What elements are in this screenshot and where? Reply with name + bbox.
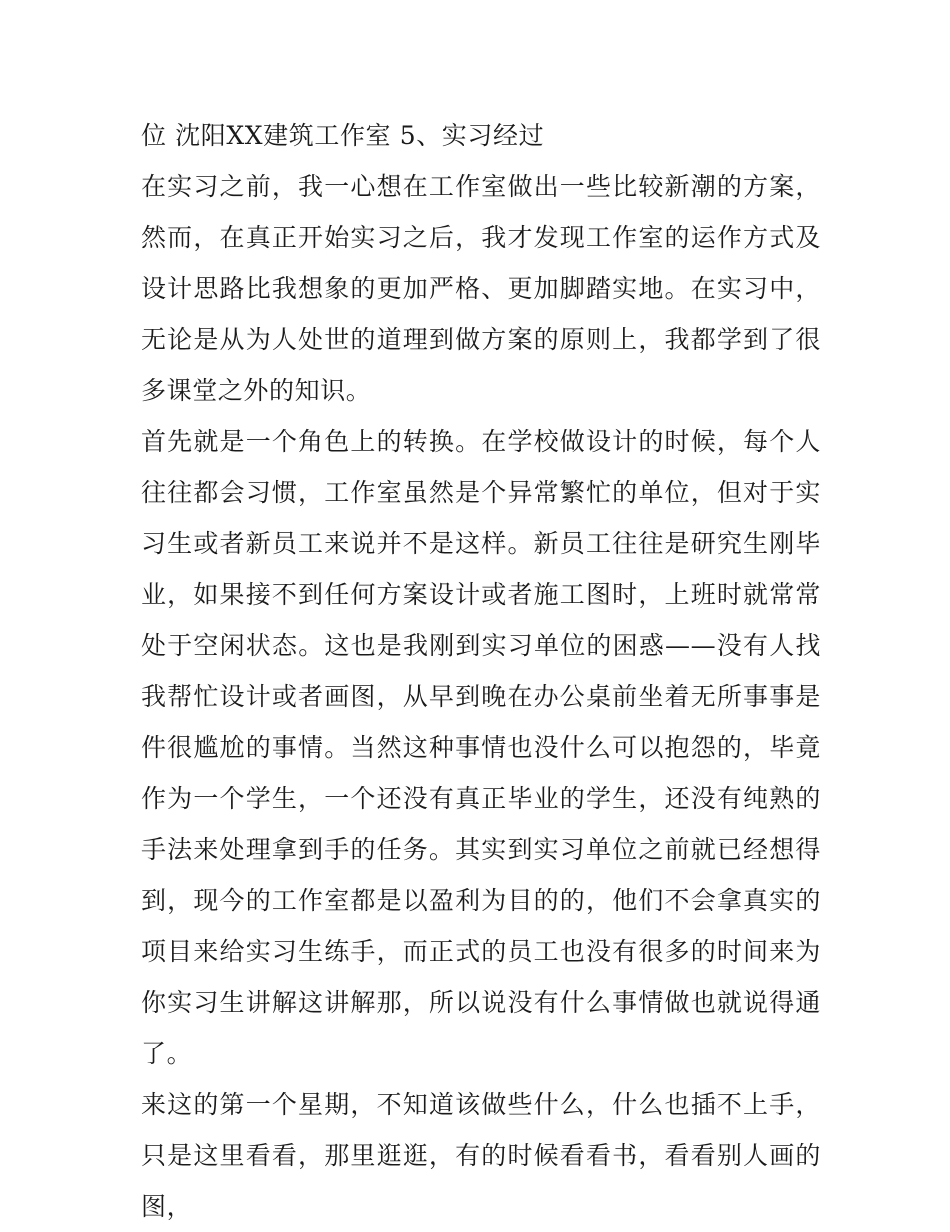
section-heading-line: 位 沈阳XX建筑工作室 5、实习经过 xyxy=(141,121,545,150)
document-body xyxy=(141,110,821,1232)
paragraph-before-internship: 在实习之前，我一心想在工作室做出一些比较新潮的方案，然而，在真正开始实习之后，我才发现工作室的运作方式及设计思路比我想象的更加严格、更加脚踏实地。在实习中，无论是从为人处世的道理到做方案的原则上，我都学到了很多课堂之外的知识。 xyxy=(141,172,821,405)
paragraph-role-change: 首先就是一个角色上的转换。在学校做设计的时候，每个人往往都会习惯，工作室虽然是个异常繁忙的单位，但对于实习生或者新员工来说并不是这样。新员工往往是研究生刚毕业，如果接不到任何方案设计或者施工图时，上班时就常常处于空闲状态。这也是我刚到实习单位的困惑——没有人找我帮忙设计或者画图，从早到晚在办公桌前坐着无所事事是件很尴尬的事情。当然这种事情也没什么可以抱怨的，毕竟作为一个学生，一个还没有真正毕业的学生，还没有纯熟的手法来处理拿到手的任务。其实到实习单位之前就已经想得到，现今的工作室都是以盈利为目的的，他们不会拿真实的项目来给实习生练手，而正式的员工也没有很多的时间来为你实习生讲解这讲解那，所以说没有什么事情做也就说得通了。 xyxy=(141,427,821,1068)
paragraph-first-week: 来这的第一个星期，不知道该做些什么，什么也插不上手，只是这里看看，那里逛逛，有的时候看看书，看看别人画的图， xyxy=(141,1090,821,1221)
